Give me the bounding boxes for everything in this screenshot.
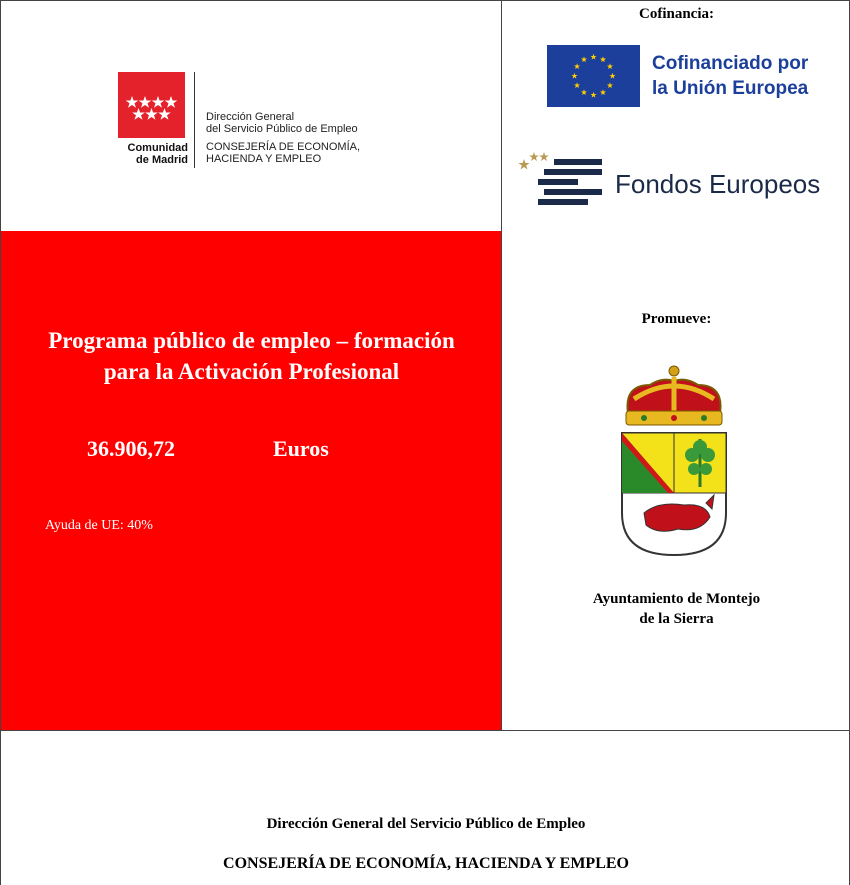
eu-star-icon [571, 73, 577, 79]
eu-star-icon [574, 63, 580, 69]
comunidad-de-madrid-wordmark [118, 142, 188, 166]
eu-text-line-1: Cofinanciado por [652, 53, 809, 74]
dept-line-4: HACIENDA Y EMPLEO [206, 153, 322, 165]
eu-text-line-2: la Unión Europea [652, 78, 809, 99]
madrid-flag-icon [118, 72, 185, 138]
funding-panel [501, 0, 850, 730]
program-panel [0, 231, 501, 730]
fondos-europeos-logo-icon [514, 149, 604, 213]
promueve-label: Promueve: [641, 311, 712, 327]
cofinancia-label: Cofinancia: [639, 6, 714, 22]
comunidad-de-madrid-logo [118, 72, 388, 172]
footer-department: Dirección General del Servicio Público de Empleo [266, 816, 586, 832]
brand-line-1: Comunidad [127, 142, 188, 154]
program-title-line-2: para la Activación Profesional [103, 359, 400, 384]
promoter-name [502, 589, 850, 629]
eu-star-icon [600, 89, 606, 95]
footer-panel [0, 730, 850, 885]
promoter-name-line-1: Ayuntamiento de Montejo [592, 591, 761, 607]
madrid-logo-panel [0, 0, 501, 231]
eu-star-icon [607, 63, 613, 69]
fondos-europeos-text: Fondos Europeos [615, 169, 821, 199]
department-text [206, 111, 360, 165]
eu-flag-icon [547, 45, 640, 107]
eu-star-icon [581, 89, 587, 95]
grant-currency: Euros [273, 436, 329, 461]
dept-line-1: Dirección General [206, 111, 295, 123]
brand-line-2: de Madrid [136, 154, 188, 166]
eu-cofinanced-text [652, 51, 808, 101]
dept-line-2: del Servicio Público de Empleo [206, 123, 358, 135]
promoter-name-line-2: de la Sierra [639, 611, 714, 627]
montejo-coat-of-arms-icon [614, 363, 734, 559]
program-title [1, 325, 502, 387]
eu-star-icon [574, 82, 580, 88]
dept-line-3: CONSEJERÍA DE ECONOMÍA, [206, 141, 361, 153]
eu-star-icon [609, 73, 615, 79]
eu-star-icon [607, 82, 613, 88]
eu-star-icon [600, 56, 606, 62]
grant-amount: 36.906,72 [87, 436, 175, 461]
eu-star-icon [590, 92, 596, 98]
eu-aid-percentage: Ayuda de UE: 40% [45, 518, 153, 533]
eu-star-icon [590, 54, 596, 60]
program-title-line-1: Programa público de empleo – formación [48, 328, 455, 353]
eu-star-icon [581, 56, 587, 62]
logo-divider [194, 72, 195, 168]
footer-consejeria: CONSEJERÍA DE ECONOMÍA, HACIENDA Y EMPLEO [223, 855, 629, 872]
